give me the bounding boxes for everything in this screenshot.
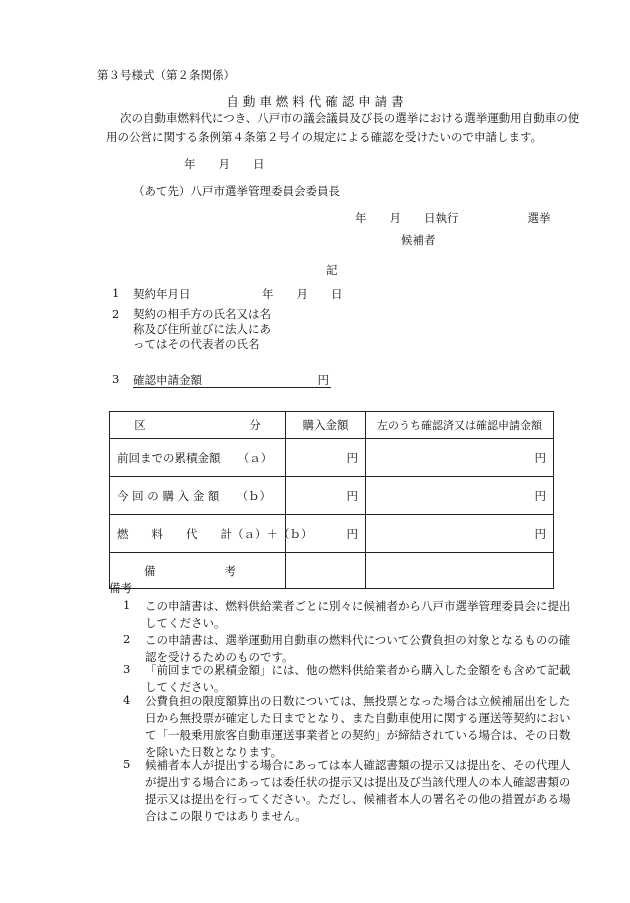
- item-value: 年 月 日: [262, 287, 343, 301]
- intro-paragraph: 次の自動車燃料代につき、八戸市の議会議員及び長の選挙における選挙運動用自動車の使用の公営に関する条例第４条第２号イの規定による確認を受けたいので申請します。: [106, 111, 580, 144]
- item-value: 円: [317, 373, 329, 387]
- note-text: この申請書は、選挙運動用自動車の燃料代について公費負担の対象となるものの確認を受けるためのものです。: [145, 633, 571, 664]
- remarks-cell[interactable]: [286, 553, 366, 589]
- table-header-row: [110, 412, 554, 439]
- item-label: 契約の相手方の氏名又は名称及び住所並びに法人にあってはその代表者の氏名: [133, 307, 271, 351]
- table-row: [110, 439, 554, 477]
- note-text: この申請書は、燃料供給業者ごとに別々に候補者から八戸市選挙管理委員会に提出してください。: [145, 599, 571, 630]
- note-number: 3: [123, 662, 131, 676]
- table-row: [110, 515, 554, 553]
- table-row: [110, 553, 554, 589]
- header-purchase-amount: 購入金額: [286, 412, 366, 439]
- item-label: 確認申請金額: [133, 373, 202, 387]
- item-number: 3: [112, 372, 120, 386]
- document-title: 自 動 車 燃 料 代 確 認 申 請 書: [226, 94, 404, 109]
- purchase-amount-cell[interactable]: 円: [286, 477, 366, 515]
- addressee: （あて先）八戸市選挙管理委員会委員長: [133, 184, 340, 198]
- note-text: 公費負担の限度額算出の日数については、無投票となった場合は立候補届出をした日から無投票が確定した日までとなり、また自動車使用に関する運送等契約において「一般乗用旅客自動車運送事業者との契約」が締結されている場合は、その日数を除いた日数となります。: [145, 694, 571, 759]
- row-label: 燃 料 代 計（ａ）＋（ｂ）: [110, 515, 286, 553]
- note-text: 候補者本人が提出する場合にあっては本人確認書類の提示又は提出を、その代理人が提出する場合にあっては委任状の提示又は提出及び当該代理人の本人確認書類の提示又は提出を行ってください。ただし、候補者本人の署名その他の措置がある場合はこの限りではありません。: [145, 758, 571, 823]
- form-number: 第３号様式（第２条関係）: [97, 68, 235, 82]
- note-number: 2: [123, 632, 131, 646]
- item-number: 1: [112, 286, 120, 300]
- purchase-amount-cell[interactable]: 円: [286, 439, 366, 477]
- row-label: 前回までの累積金額 （ａ）: [110, 439, 286, 477]
- election-date-line: 年 月 日執行 選挙: [355, 211, 551, 225]
- note-number: 1: [123, 598, 131, 612]
- requested-amount-line: [133, 372, 331, 388]
- confirmed-amount-cell[interactable]: 円: [366, 477, 554, 515]
- note-number: 4: [123, 693, 131, 707]
- remarks-cell[interactable]: [366, 553, 554, 589]
- confirmed-amount-cell[interactable]: 円: [366, 515, 554, 553]
- purchase-amount-cell[interactable]: 円: [286, 515, 366, 553]
- notes-heading: 備考: [109, 581, 132, 595]
- note-number: 5: [123, 757, 131, 771]
- header-category: 区 分: [110, 412, 286, 439]
- header-confirmed-amount: 左のうち確認済又は確認申請金額: [366, 412, 554, 439]
- fuel-cost-table: [109, 411, 554, 589]
- item-number: 2: [112, 307, 120, 321]
- confirmed-amount-cell[interactable]: 円: [366, 439, 554, 477]
- note-text: 「前回までの累積金額」には、他の燃料供給業者から購入した金額をも含めて記載してください。: [145, 663, 571, 694]
- table-row: [110, 477, 554, 515]
- row-label: 今 回 の 購 入 金 額 （ｂ）: [110, 477, 286, 515]
- application-date: 年 月 日: [184, 157, 265, 171]
- item-label: 契約年月日: [133, 287, 191, 301]
- row-label: 備 考: [110, 553, 286, 589]
- ki-marker: 記: [326, 263, 338, 277]
- candidate-label: 候補者: [401, 233, 436, 247]
